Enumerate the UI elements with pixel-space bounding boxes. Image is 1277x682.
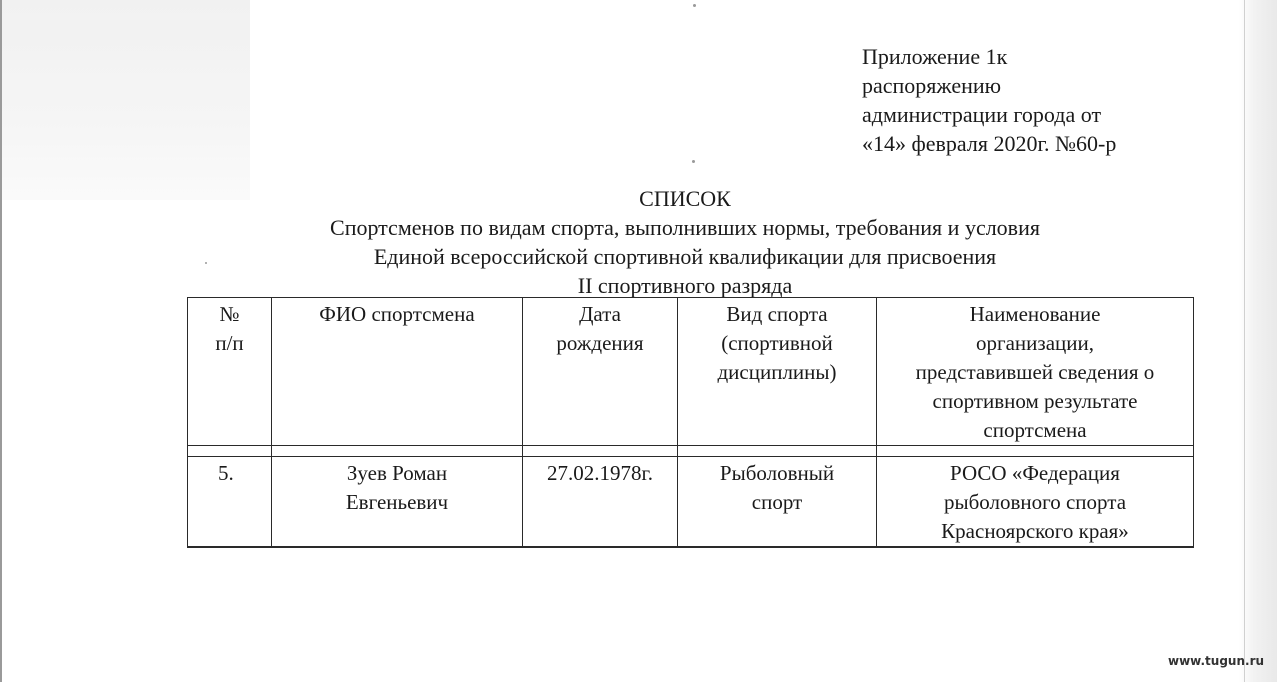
cell-text: Рыболовный <box>719 461 835 485</box>
gap-cell <box>523 446 678 457</box>
gap-cell <box>188 446 272 457</box>
header-text: ФИО спортсмена <box>319 302 475 326</box>
cell-text: рыболовного спорта <box>943 490 1127 514</box>
gap-cell <box>678 446 877 457</box>
heading-line: Единой всероссийской спортивной квалификации для присвоения <box>373 244 997 269</box>
heading-line: Спортсменов по видам спорта, выполнивших нормы, требования и условия <box>330 215 1040 240</box>
cell-birth: 27.02.1978г. <box>523 457 678 548</box>
table-gap-row <box>188 446 1194 457</box>
scan-speck <box>693 4 696 7</box>
header-text: спортсмена <box>983 418 1087 442</box>
heading-line: II спортивного разряда <box>577 273 793 298</box>
header-sport <box>678 298 877 446</box>
appendix-line: «14» февраля 2020г. №60-р <box>862 131 1117 156</box>
scan-speck <box>692 160 695 163</box>
cell-name <box>272 457 523 548</box>
appendix-line: распоряжению <box>862 73 1002 98</box>
header-text: представившей сведения о <box>915 360 1155 384</box>
scan-shadow <box>0 0 250 200</box>
header-organization <box>877 298 1194 446</box>
cell-text: Евгеньевич <box>345 490 449 514</box>
cell-num: 5. <box>188 457 272 548</box>
athletes-table <box>187 297 1194 548</box>
cell-text: Красноярского края» <box>941 519 1129 543</box>
table-row <box>188 457 1194 548</box>
cell-organization <box>877 457 1194 548</box>
gap-cell <box>877 446 1194 457</box>
header-name <box>272 298 523 446</box>
cell-text: РОСО «Федерация <box>950 461 1120 485</box>
appendix-line: администрации города от <box>862 102 1102 127</box>
appendix-line: Приложение 1к <box>862 44 1008 69</box>
header-text: (спортивной <box>721 331 833 355</box>
header-text: № <box>219 302 240 326</box>
header-text: п/п <box>215 331 244 355</box>
scan-right-line <box>1244 0 1245 682</box>
cell-sport <box>678 457 877 548</box>
scan-left-edge <box>0 0 2 682</box>
header-text: дисциплины) <box>717 360 837 384</box>
header-text: организации, <box>976 331 1094 355</box>
header-text: рождения <box>556 331 644 355</box>
appendix-block <box>862 42 1116 158</box>
table-header-row <box>188 298 1194 446</box>
cell-text: Зуев Роман <box>346 461 448 485</box>
header-text: Дата <box>579 302 621 326</box>
header-text: спортивном результате <box>932 389 1138 413</box>
document-title: СПИСОК <box>639 186 731 211</box>
cell-text: спорт <box>751 490 803 514</box>
header-text: Вид спорта <box>726 302 828 326</box>
site-watermark: www.tugun.ru <box>1168 654 1265 668</box>
header-num <box>188 298 272 446</box>
document-heading <box>180 184 1190 300</box>
header-birth <box>523 298 678 446</box>
gap-cell <box>272 446 523 457</box>
header-text: Наименование <box>969 302 1101 326</box>
